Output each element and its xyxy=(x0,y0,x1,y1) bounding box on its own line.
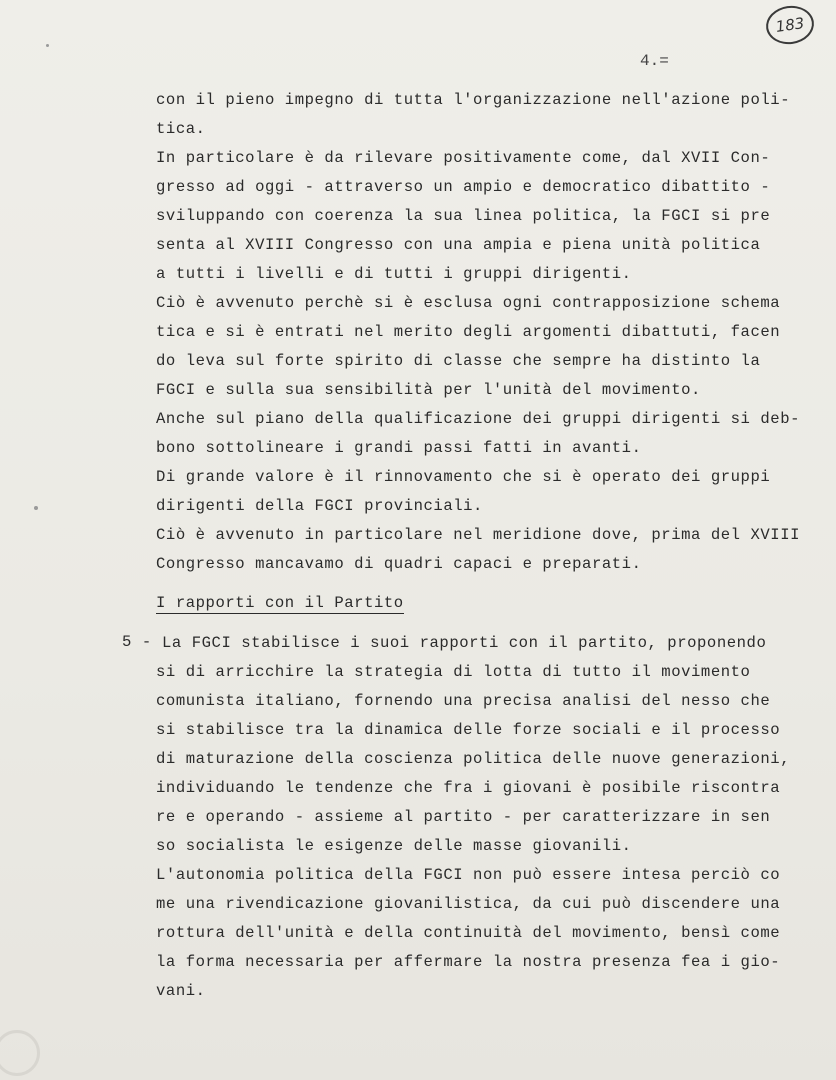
text-line: gresso ad oggi - attraverso un ampio e democratico dibattito - xyxy=(156,178,771,196)
text-line: La FGCI stabilisce i suoi rapporti con il partito, proponendo xyxy=(162,634,767,652)
text-line: Anche sul piano della qualificazione dei gruppi dirigenti si deb- xyxy=(156,410,801,428)
text-line: senta al XVIII Congresso con una ampia e piena unità politica xyxy=(156,236,761,254)
text-line: re e operando - assieme al partito - per caratterizzare in sen xyxy=(156,808,771,826)
text-line: do leva sul forte spirito di classe che sempre ha distinto la xyxy=(156,352,761,370)
text-line: bono sottolineare i grandi passi fatti in avanti. xyxy=(156,439,642,457)
text-line: Ciò è avvenuto perchè si è esclusa ogni contrapposizione schema xyxy=(156,294,781,312)
text-line: so socialista le esigenze delle masse giovanili. xyxy=(156,837,632,855)
text-line: di maturazione della coscienza politica delle nuove generazioni, xyxy=(156,750,791,768)
text-line: si stabilisce tra la dinamica delle forze sociali e il processo xyxy=(156,721,781,739)
text-line: si di arricchire la strategia di lotta di tutto il movimento xyxy=(156,663,751,681)
text-line: Congresso mancavamo di quadri capaci e preparati. xyxy=(156,555,642,573)
text-line: FGCI e sulla sua sensibilità per l'unità del movimento. xyxy=(156,381,701,399)
watermark-logo xyxy=(0,1030,40,1076)
text-line: L'autonomia politica della FGCI non può essere intesa perciò co xyxy=(156,866,781,884)
text-line: Ciò è avvenuto in particolare nel meridione dove, prima del XVIII xyxy=(156,526,801,544)
text-line: vani. xyxy=(156,982,206,1000)
text-line: In particolare è da rilevare positivamente come, dal XVII Con- xyxy=(156,149,771,167)
text-line: Di grande valore è il rinnovamento che si è operato dei gruppi xyxy=(156,468,771,486)
text-line: sviluppando con coerenza la sua linea politica, la FGCI si pre xyxy=(156,207,771,225)
section-number: 5 - xyxy=(122,633,152,651)
text-line: rottura dell'unità e della continuità del movimento, bensì come xyxy=(156,924,781,942)
text-line: dirigenti della FGCI provinciali. xyxy=(156,497,483,515)
text-line: con il pieno impegno di tutta l'organizzazione nell'azione poli- xyxy=(156,91,791,109)
text-line: a tutti i livelli e di tutti i gruppi dirigenti. xyxy=(156,265,632,283)
section-heading: I rapporti con il Partito xyxy=(156,594,404,612)
text-line: la forma necessaria per affermare la nostra presenza fea i gio- xyxy=(156,953,781,971)
text-line: tica. xyxy=(156,120,206,138)
paper-speck xyxy=(34,506,38,510)
text-line: tica e si è entrati nel merito degli argomenti dibattuti, facen xyxy=(156,323,781,341)
paper-speck xyxy=(46,44,49,47)
archive-stamp: 183 xyxy=(764,3,817,47)
text-line: individuando le tendenze che fra i giovani è posibile riscontra xyxy=(156,779,781,797)
page-number: 4.= xyxy=(640,52,669,70)
text-line: me una rivendicazione giovanilistica, da cui può discendere una xyxy=(156,895,781,913)
text-line: comunista italiano, fornendo una precisa analisi del nesso che xyxy=(156,692,771,710)
